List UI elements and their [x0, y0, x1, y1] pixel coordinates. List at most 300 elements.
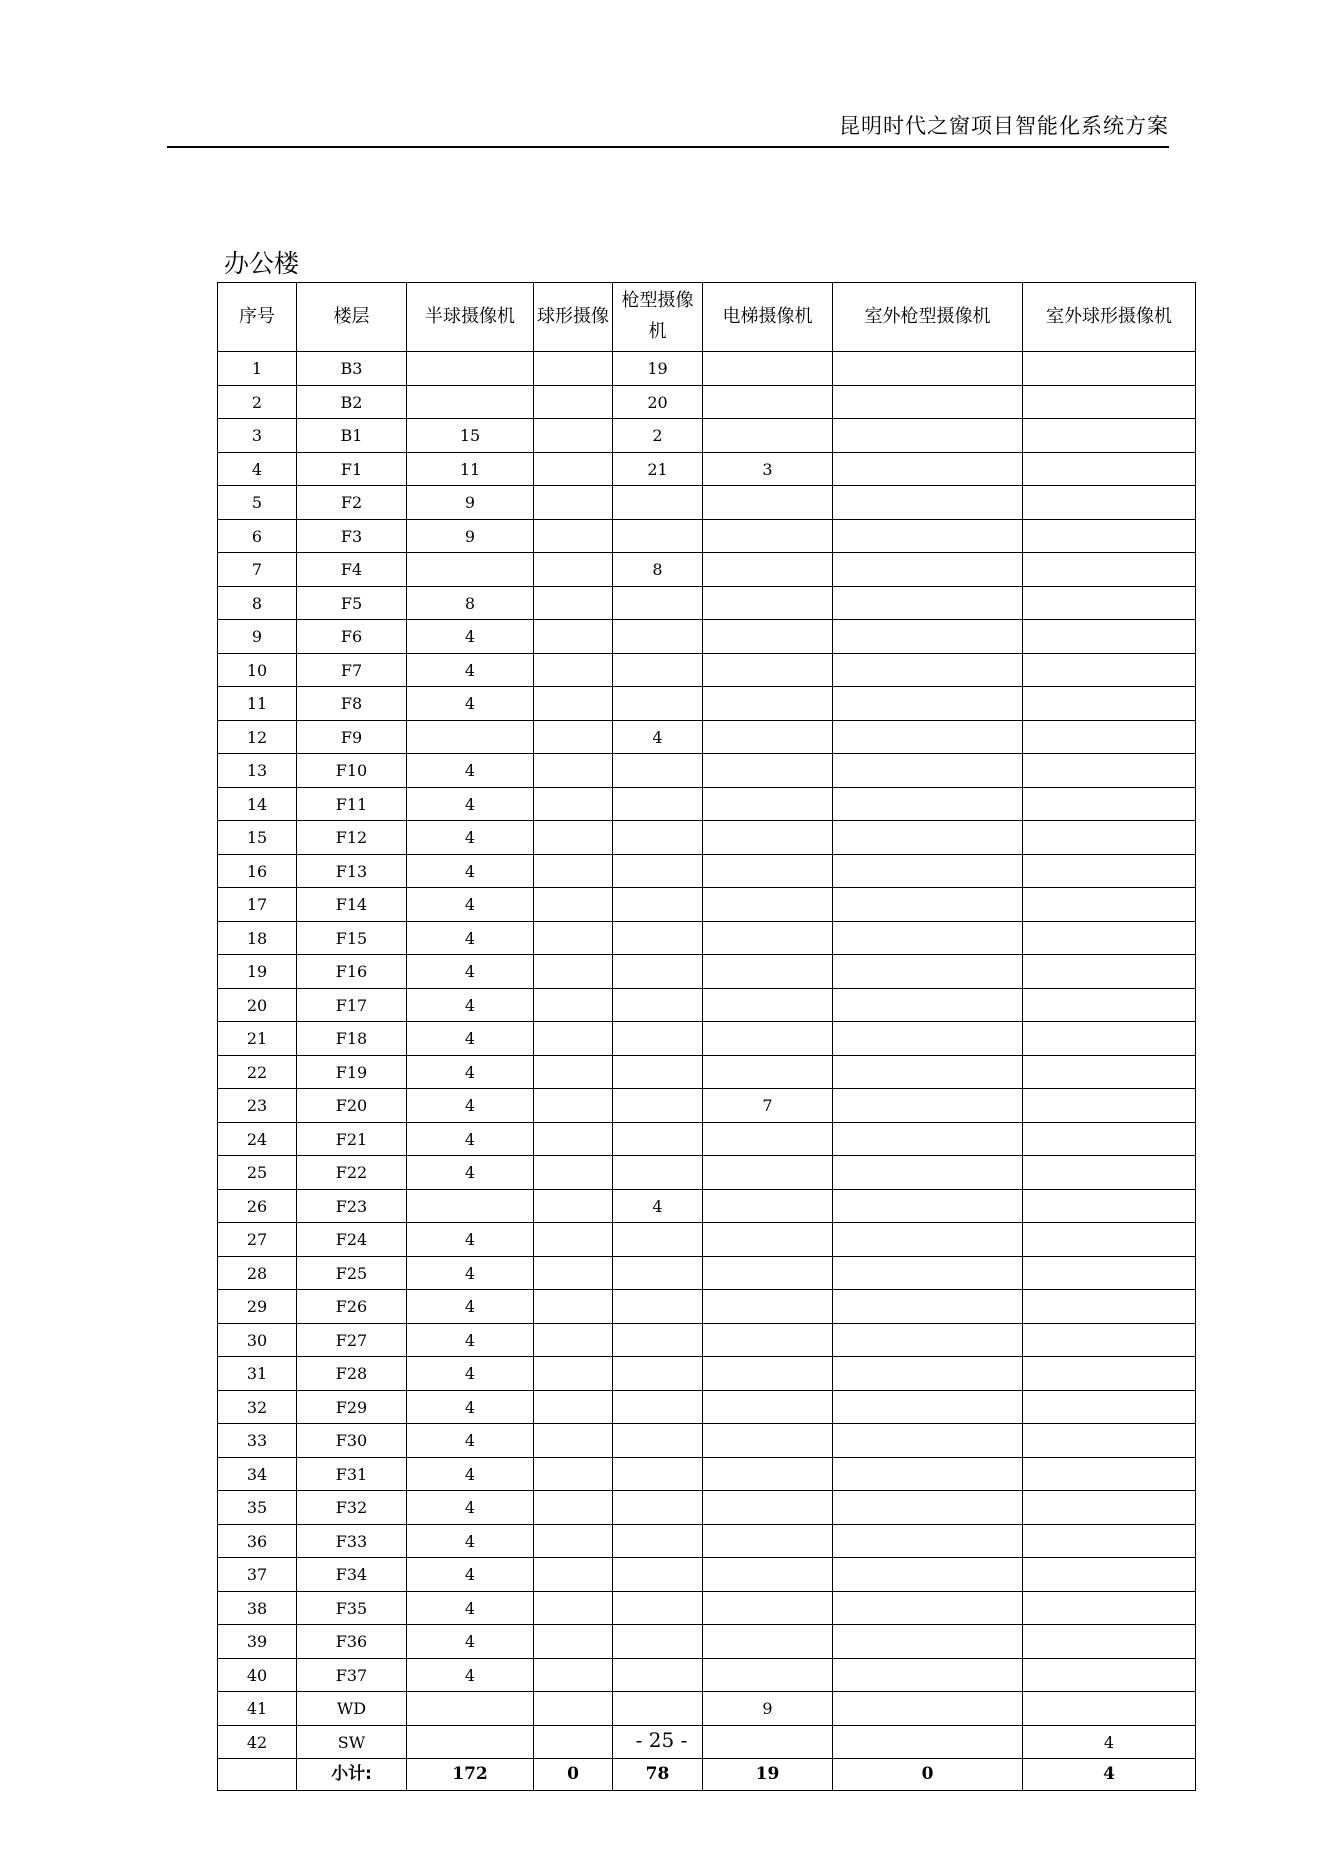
cell-outdoor-bullet-camera [833, 1457, 1023, 1491]
cell-bullet-camera: 2 [613, 419, 703, 453]
cell-outdoor-ball-camera: 4 [1023, 1725, 1196, 1759]
cell-index: 22 [218, 1055, 297, 1089]
cell-bullet-camera [613, 1156, 703, 1190]
cell-bullet-camera [613, 1625, 703, 1659]
cell-bullet-camera [613, 1457, 703, 1491]
cell-ball-camera [534, 419, 613, 453]
cell-floor: F25 [297, 1256, 407, 1290]
cell-index: 2 [218, 385, 297, 419]
cell-bullet-camera: 19 [613, 352, 703, 386]
cell-dome-camera: 4 [407, 1223, 534, 1257]
cell-dome-camera: 4 [407, 1323, 534, 1357]
cell-ball-camera [534, 486, 613, 520]
cell-dome-camera: 4 [407, 1591, 534, 1625]
table-row [218, 1323, 1196, 1357]
cell-outdoor-ball-camera [1023, 1658, 1196, 1692]
table-row [218, 854, 1196, 888]
cell-ball-camera [534, 1424, 613, 1458]
cell-bullet-camera: 20 [613, 385, 703, 419]
cell-dome-camera: 4 [407, 1658, 534, 1692]
cell-dome-camera: 11 [407, 452, 534, 486]
header-cell-outdoor-ball-camera: 室外球形摄像机 [1023, 283, 1196, 352]
cell-index: 23 [218, 1089, 297, 1123]
cell-bullet-camera [613, 754, 703, 788]
cell-ball-camera [534, 385, 613, 419]
cell-index: 33 [218, 1424, 297, 1458]
cell-outdoor-ball-camera [1023, 352, 1196, 386]
subtotal-cell [218, 1759, 297, 1791]
cell-outdoor-bullet-camera [833, 1256, 1023, 1290]
document-header-title: 昆明时代之窗项目智能化系统方案 [839, 114, 1169, 138]
cell-index: 34 [218, 1457, 297, 1491]
cell-elevator-camera: 3 [703, 452, 833, 486]
cell-outdoor-bullet-camera [833, 586, 1023, 620]
cell-outdoor-ball-camera [1023, 1390, 1196, 1424]
subtotal-cell: 172 [407, 1759, 534, 1791]
cell-outdoor-bullet-camera [833, 854, 1023, 888]
cell-ball-camera [534, 1189, 613, 1223]
cell-floor: F3 [297, 519, 407, 553]
header-cell-dome-camera: 半球摄像机 [407, 283, 534, 352]
cell-ball-camera [534, 1457, 613, 1491]
cell-bullet-camera: 8 [613, 553, 703, 587]
cell-bullet-camera [613, 1491, 703, 1525]
cell-outdoor-bullet-camera [833, 1658, 1023, 1692]
cell-index: 20 [218, 988, 297, 1022]
cell-ball-camera [534, 1089, 613, 1123]
cell-index: 4 [218, 452, 297, 486]
cell-ball-camera [534, 653, 613, 687]
cell-bullet-camera [613, 1424, 703, 1458]
cell-ball-camera [534, 720, 613, 754]
cell-elevator-camera [703, 385, 833, 419]
cell-elevator-camera: 9 [703, 1692, 833, 1726]
cell-outdoor-bullet-camera [833, 385, 1023, 419]
cell-outdoor-ball-camera [1023, 1524, 1196, 1558]
subtotal-cell: 4 [1023, 1759, 1196, 1791]
cell-ball-camera [534, 1390, 613, 1424]
cell-dome-camera [407, 385, 534, 419]
cell-elevator-camera [703, 1122, 833, 1156]
cell-elevator-camera [703, 419, 833, 453]
subtotal-row [218, 1759, 1196, 1791]
cell-outdoor-bullet-camera [833, 419, 1023, 453]
table-row [218, 754, 1196, 788]
cell-index: 18 [218, 921, 297, 955]
cell-ball-camera [534, 586, 613, 620]
table-row [218, 1256, 1196, 1290]
cell-floor: F8 [297, 687, 407, 721]
cell-outdoor-ball-camera [1023, 419, 1196, 453]
cell-outdoor-ball-camera [1023, 1156, 1196, 1190]
subtotal-cell: 19 [703, 1759, 833, 1791]
table-row [218, 1658, 1196, 1692]
subtotal-cell: 0 [534, 1759, 613, 1791]
cell-elevator-camera [703, 1424, 833, 1458]
cell-dome-camera: 4 [407, 1022, 534, 1056]
cell-floor: F6 [297, 620, 407, 654]
cell-outdoor-bullet-camera [833, 921, 1023, 955]
cell-outdoor-ball-camera [1023, 1457, 1196, 1491]
cell-bullet-camera [613, 921, 703, 955]
table-row [218, 1591, 1196, 1625]
cell-outdoor-ball-camera [1023, 720, 1196, 754]
cell-ball-camera [534, 1223, 613, 1257]
cell-dome-camera: 4 [407, 620, 534, 654]
table-row [218, 620, 1196, 654]
cell-dome-camera: 4 [407, 1256, 534, 1290]
cell-index: 9 [218, 620, 297, 654]
cell-elevator-camera [703, 1625, 833, 1659]
cell-bullet-camera [613, 1357, 703, 1391]
cell-elevator-camera [703, 1223, 833, 1257]
cell-floor: F36 [297, 1625, 407, 1659]
cell-outdoor-ball-camera [1023, 1290, 1196, 1324]
cell-dome-camera: 4 [407, 988, 534, 1022]
cell-outdoor-bullet-camera [833, 1089, 1023, 1123]
cell-ball-camera [534, 452, 613, 486]
cell-index: 16 [218, 854, 297, 888]
cell-bullet-camera [613, 1122, 703, 1156]
cell-ball-camera [534, 1256, 613, 1290]
cell-floor: B3 [297, 352, 407, 386]
cell-dome-camera: 4 [407, 754, 534, 788]
cell-elevator-camera [703, 754, 833, 788]
cell-outdoor-bullet-camera [833, 653, 1023, 687]
cell-outdoor-ball-camera [1023, 1256, 1196, 1290]
cell-dome-camera: 4 [407, 821, 534, 855]
cell-dome-camera: 4 [407, 955, 534, 989]
cell-floor: F27 [297, 1323, 407, 1357]
table-row [218, 519, 1196, 553]
cell-outdoor-bullet-camera [833, 1022, 1023, 1056]
cell-ball-camera [534, 352, 613, 386]
cell-elevator-camera [703, 1658, 833, 1692]
subtotal-cell: 78 [613, 1759, 703, 1791]
cell-outdoor-ball-camera [1023, 653, 1196, 687]
header-divider [167, 146, 1169, 148]
cell-dome-camera: 9 [407, 486, 534, 520]
cell-floor: F30 [297, 1424, 407, 1458]
cell-index: 38 [218, 1591, 297, 1625]
cell-outdoor-ball-camera [1023, 620, 1196, 654]
cell-dome-camera: 4 [407, 1491, 534, 1525]
cell-bullet-camera [613, 1223, 703, 1257]
cell-elevator-camera [703, 519, 833, 553]
cell-bullet-camera: 21 [613, 452, 703, 486]
table-row [218, 486, 1196, 520]
cell-outdoor-bullet-camera [833, 486, 1023, 520]
cell-outdoor-bullet-camera [833, 553, 1023, 587]
camera-count-table [217, 282, 1196, 1791]
cell-ball-camera [534, 620, 613, 654]
table-body [218, 352, 1196, 1759]
cell-ball-camera [534, 921, 613, 955]
table-row [218, 1491, 1196, 1525]
table-row [218, 653, 1196, 687]
cell-floor: F35 [297, 1591, 407, 1625]
cell-bullet-camera [613, 1692, 703, 1726]
table-row [218, 1189, 1196, 1223]
cell-floor: F29 [297, 1390, 407, 1424]
cell-outdoor-bullet-camera [833, 1424, 1023, 1458]
cell-index: 28 [218, 1256, 297, 1290]
cell-elevator-camera [703, 1156, 833, 1190]
cell-ball-camera [534, 1491, 613, 1525]
table-row [218, 1457, 1196, 1491]
cell-floor: F22 [297, 1156, 407, 1190]
cell-ball-camera [534, 1290, 613, 1324]
cell-bullet-camera [613, 1323, 703, 1357]
cell-index: 10 [218, 653, 297, 687]
cell-outdoor-ball-camera [1023, 921, 1196, 955]
cell-outdoor-ball-camera [1023, 586, 1196, 620]
cell-outdoor-ball-camera [1023, 519, 1196, 553]
table-row [218, 1122, 1196, 1156]
cell-outdoor-bullet-camera [833, 1524, 1023, 1558]
cell-bullet-camera [613, 888, 703, 922]
cell-index: 13 [218, 754, 297, 788]
cell-index: 14 [218, 787, 297, 821]
cell-outdoor-ball-camera [1023, 754, 1196, 788]
cell-floor: WD [297, 1692, 407, 1726]
cell-outdoor-bullet-camera [833, 1625, 1023, 1659]
cell-index: 26 [218, 1189, 297, 1223]
cell-floor: F7 [297, 653, 407, 687]
cell-dome-camera: 4 [407, 1558, 534, 1592]
cell-outdoor-bullet-camera [833, 1290, 1023, 1324]
cell-elevator-camera [703, 955, 833, 989]
cell-elevator-camera [703, 653, 833, 687]
table-row [218, 720, 1196, 754]
cell-outdoor-bullet-camera [833, 352, 1023, 386]
header-cell-index: 序号 [218, 283, 297, 352]
table-row [218, 1055, 1196, 1089]
cell-ball-camera [534, 1591, 613, 1625]
cell-dome-camera: 4 [407, 921, 534, 955]
cell-ball-camera [534, 687, 613, 721]
table-row [218, 955, 1196, 989]
cell-index: 29 [218, 1290, 297, 1324]
cell-outdoor-ball-camera [1023, 1625, 1196, 1659]
cell-elevator-camera [703, 787, 833, 821]
cell-floor: F18 [297, 1022, 407, 1056]
cell-ball-camera [534, 888, 613, 922]
cell-bullet-camera [613, 519, 703, 553]
cell-elevator-camera [703, 720, 833, 754]
cell-outdoor-ball-camera [1023, 1022, 1196, 1056]
table-row [218, 1625, 1196, 1659]
table-row [218, 352, 1196, 386]
cell-index: 41 [218, 1692, 297, 1726]
cell-index: 8 [218, 586, 297, 620]
cell-outdoor-ball-camera [1023, 1323, 1196, 1357]
cell-outdoor-bullet-camera [833, 955, 1023, 989]
cell-outdoor-ball-camera [1023, 1189, 1196, 1223]
cell-outdoor-ball-camera [1023, 988, 1196, 1022]
cell-elevator-camera [703, 352, 833, 386]
cell-ball-camera [534, 1055, 613, 1089]
cell-outdoor-ball-camera [1023, 486, 1196, 520]
cell-index: 25 [218, 1156, 297, 1190]
cell-dome-camera: 4 [407, 1390, 534, 1424]
cell-elevator-camera [703, 1055, 833, 1089]
table-row [218, 1357, 1196, 1391]
cell-dome-camera: 4 [407, 1524, 534, 1558]
cell-dome-camera: 4 [407, 1122, 534, 1156]
cell-elevator-camera [703, 1290, 833, 1324]
header-cell-elevator-camera: 电梯摄像机 [703, 283, 833, 352]
cell-floor: F19 [297, 1055, 407, 1089]
cell-outdoor-bullet-camera [833, 888, 1023, 922]
cell-dome-camera: 4 [407, 787, 534, 821]
cell-bullet-camera [613, 1390, 703, 1424]
cell-bullet-camera [613, 1055, 703, 1089]
cell-index: 3 [218, 419, 297, 453]
cell-floor: B1 [297, 419, 407, 453]
cell-outdoor-bullet-camera [833, 1156, 1023, 1190]
cell-dome-camera: 9 [407, 519, 534, 553]
cell-elevator-camera [703, 1558, 833, 1592]
cell-elevator-camera [703, 821, 833, 855]
cell-dome-camera [407, 553, 534, 587]
cell-outdoor-bullet-camera [833, 1122, 1023, 1156]
cell-bullet-camera [613, 955, 703, 989]
cell-outdoor-bullet-camera [833, 1390, 1023, 1424]
cell-elevator-camera [703, 1357, 833, 1391]
cell-ball-camera [534, 1658, 613, 1692]
cell-floor: F33 [297, 1524, 407, 1558]
table-row [218, 1223, 1196, 1257]
cell-outdoor-ball-camera [1023, 687, 1196, 721]
cell-ball-camera [534, 1357, 613, 1391]
cell-bullet-camera [613, 1022, 703, 1056]
cell-floor: F12 [297, 821, 407, 855]
cell-elevator-camera [703, 687, 833, 721]
cell-index: 32 [218, 1390, 297, 1424]
cell-index: 37 [218, 1558, 297, 1592]
cell-elevator-camera [703, 620, 833, 654]
table-row [218, 988, 1196, 1022]
table-row [218, 888, 1196, 922]
cell-floor: F34 [297, 1558, 407, 1592]
cell-floor: SW [297, 1725, 407, 1759]
cell-outdoor-bullet-camera [833, 1491, 1023, 1525]
cell-elevator-camera [703, 1524, 833, 1558]
cell-outdoor-ball-camera [1023, 553, 1196, 587]
cell-ball-camera [534, 519, 613, 553]
cell-outdoor-bullet-camera [833, 754, 1023, 788]
cell-floor: F17 [297, 988, 407, 1022]
cell-floor: F16 [297, 955, 407, 989]
cell-bullet-camera [613, 1256, 703, 1290]
cell-outdoor-ball-camera [1023, 452, 1196, 486]
table-row [218, 452, 1196, 486]
cell-outdoor-ball-camera [1023, 1591, 1196, 1625]
cell-outdoor-ball-camera [1023, 1089, 1196, 1123]
subtotal-cell: 0 [833, 1759, 1023, 1791]
cell-index: 19 [218, 955, 297, 989]
cell-ball-camera [534, 553, 613, 587]
section-title: 办公楼 [224, 249, 300, 278]
cell-ball-camera [534, 1122, 613, 1156]
cell-bullet-camera [613, 486, 703, 520]
cell-index: 42 [218, 1725, 297, 1759]
cell-bullet-camera [613, 1290, 703, 1324]
cell-dome-camera: 4 [407, 888, 534, 922]
cell-ball-camera [534, 1625, 613, 1659]
cell-outdoor-bullet-camera [833, 821, 1023, 855]
header-cell-outdoor-bullet-camera: 室外枪型摄像机 [833, 283, 1023, 352]
cell-index: 1 [218, 352, 297, 386]
cell-index: 11 [218, 687, 297, 721]
cell-outdoor-ball-camera [1023, 1055, 1196, 1089]
cell-dome-camera: 4 [407, 1457, 534, 1491]
cell-outdoor-ball-camera [1023, 385, 1196, 419]
table-row [218, 1290, 1196, 1324]
cell-floor: F20 [297, 1089, 407, 1123]
cell-elevator-camera [703, 854, 833, 888]
cell-dome-camera: 4 [407, 1357, 534, 1391]
cell-elevator-camera [703, 486, 833, 520]
cell-outdoor-ball-camera [1023, 1558, 1196, 1592]
cell-floor: F28 [297, 1357, 407, 1391]
cell-ball-camera [534, 1022, 613, 1056]
cell-outdoor-ball-camera [1023, 1424, 1196, 1458]
cell-index: 17 [218, 888, 297, 922]
cell-bullet-camera: 4 [613, 720, 703, 754]
cell-floor: B2 [297, 385, 407, 419]
table-row [218, 419, 1196, 453]
cell-outdoor-bullet-camera [833, 787, 1023, 821]
cell-bullet-camera [613, 1524, 703, 1558]
cell-outdoor-bullet-camera [833, 1692, 1023, 1726]
cell-outdoor-bullet-camera [833, 519, 1023, 553]
cell-outdoor-ball-camera [1023, 955, 1196, 989]
cell-elevator-camera [703, 1189, 833, 1223]
cell-floor: F9 [297, 720, 407, 754]
cell-floor: F4 [297, 553, 407, 587]
cell-index: 15 [218, 821, 297, 855]
cell-ball-camera [534, 1524, 613, 1558]
cell-dome-camera: 4 [407, 1625, 534, 1659]
cell-bullet-camera [613, 821, 703, 855]
cell-elevator-camera [703, 586, 833, 620]
cell-bullet-camera [613, 586, 703, 620]
cell-floor: F26 [297, 1290, 407, 1324]
cell-elevator-camera [703, 921, 833, 955]
cell-elevator-camera [703, 553, 833, 587]
cell-index: 21 [218, 1022, 297, 1056]
header-cell-ball-camera: 球形摄像 [534, 283, 613, 352]
table-row [218, 586, 1196, 620]
table-row [218, 1089, 1196, 1123]
cell-bullet-camera [613, 1658, 703, 1692]
cell-index: 39 [218, 1625, 297, 1659]
cell-dome-camera: 4 [407, 653, 534, 687]
header-cell-floor: 楼层 [297, 283, 407, 352]
table-row [218, 1692, 1196, 1726]
table-row [218, 385, 1196, 419]
cell-outdoor-ball-camera [1023, 821, 1196, 855]
cell-outdoor-ball-camera [1023, 1357, 1196, 1391]
table-row [218, 1022, 1196, 1056]
cell-outdoor-bullet-camera [833, 1591, 1023, 1625]
table-row [218, 1156, 1196, 1190]
cell-index: 12 [218, 720, 297, 754]
cell-dome-camera: 4 [407, 1089, 534, 1123]
cell-index: 7 [218, 553, 297, 587]
